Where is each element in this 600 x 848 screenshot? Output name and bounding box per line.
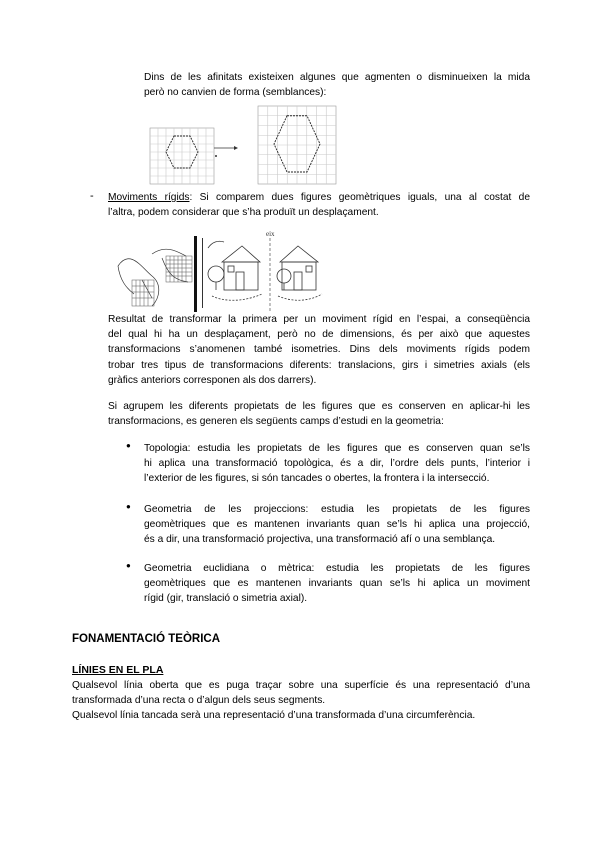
group-line: Si agrupem les diferents propietats de les figures que es conserven en aplicar-hi les — [108, 401, 530, 412]
intro-line-1: Dins de les afinitats existeixen algunes que agmenten o disminueixen la mida — [144, 72, 530, 83]
bullet-line: l’exterior de les figures, si són tancades o obertes, la frontera i la intersecció. — [144, 473, 490, 485]
bullet-projeccions — [144, 502, 530, 548]
bullet-topologia — [144, 441, 530, 487]
rigid-term: Moviments rígids — [108, 192, 190, 203]
rigid-dash: - — [90, 190, 94, 202]
intro-paragraph — [144, 70, 530, 100]
similarity-figure — [148, 104, 338, 186]
group-line: transformacions, es generen els següents camps d’estudi en la geometria: — [108, 416, 444, 428]
lines-line: Qualsevol línia oberta que es puga traçar sobre una superfície és una representació d’una — [72, 680, 530, 691]
result-line: trobar tres tipus de transformacions diferents: translacions, girs i simetries axials (els — [108, 359, 530, 371]
section-heading: FONAMENTACIÓ TEÒRICA — [72, 633, 221, 645]
divider-bar-1 — [194, 236, 197, 312]
result-line: Resultat de transformar la primera per un moviment rígid en l’espai, a conseqüència — [108, 314, 530, 325]
result-paragraph — [108, 312, 530, 388]
rigid-movement-figure — [112, 228, 328, 312]
bullet-line: Geometria de les projeccions: estudia les propietats de les figures — [144, 504, 530, 515]
lines-paragraph — [72, 678, 530, 724]
house-reflected — [277, 246, 322, 300]
bullet-line: Geometria euclidiana o mètrica: estudia les propietats de les figures — [144, 563, 530, 574]
axis-label: eix — [266, 230, 275, 238]
wave-shapes — [118, 249, 188, 306]
bullet-line: geomètriques que es mantenen invariants quan se’ls hi aplica un moviment — [144, 578, 530, 590]
group-paragraph — [108, 399, 530, 429]
grid-patch — [166, 256, 192, 282]
intro-line-2: però no canvien de forma (semblances): — [144, 87, 327, 99]
bullet-line: és a dir, una transformació projectiva, una transformació afí o una semblança. — [144, 534, 496, 546]
bullet-marker: ● — [126, 561, 131, 570]
subheading-linies: LÍNIES EN EL PLA — [72, 664, 164, 676]
lines-line: transformada d’una recta o d’algun dels seus segments. — [72, 695, 326, 707]
rigid-paragraph — [108, 190, 530, 220]
rigid-line-2: l’altra, podem considerar que s’ha produït un desplaçament. — [108, 207, 379, 219]
bullet-line: hi aplica una transformació topològica, és a dir, l’ordre dels punts, l’interior i — [144, 458, 530, 470]
result-line: transformacions s’anomenen també isometries. Dins dels moviments rígids podem — [108, 344, 530, 356]
bullet-line: Topologia: estudia les propietats de les figures que es conserven quan se’ls — [144, 443, 530, 454]
result-line: gràfics anteriors corresponen als dos darrers). — [108, 374, 317, 386]
result-line: del qual hi ha un desplaçament, però no de dimensions, és per això que aquestes — [108, 329, 530, 341]
bullet-marker: ● — [126, 441, 131, 450]
rigid-line-1-rest: : Si comparem dues figures geomètriques iguals, una al costat de — [189, 192, 530, 203]
bullet-marker: ● — [126, 502, 131, 511]
bullet-line: geomètriques que es mantenen invariants quan se’ls hi aplica una projecció, — [144, 519, 530, 531]
bullet-line: rígid (gir, translació o simetria axial). — [144, 593, 308, 605]
house-rotated — [208, 241, 262, 300]
grid-patch-2 — [132, 280, 154, 306]
bullet-euclidiana — [144, 561, 530, 607]
divider-bar-2 — [202, 238, 203, 308]
lines-line: Qualsevol línia tancada serà una representació d’una transformada d’una circumferència. — [72, 710, 476, 722]
